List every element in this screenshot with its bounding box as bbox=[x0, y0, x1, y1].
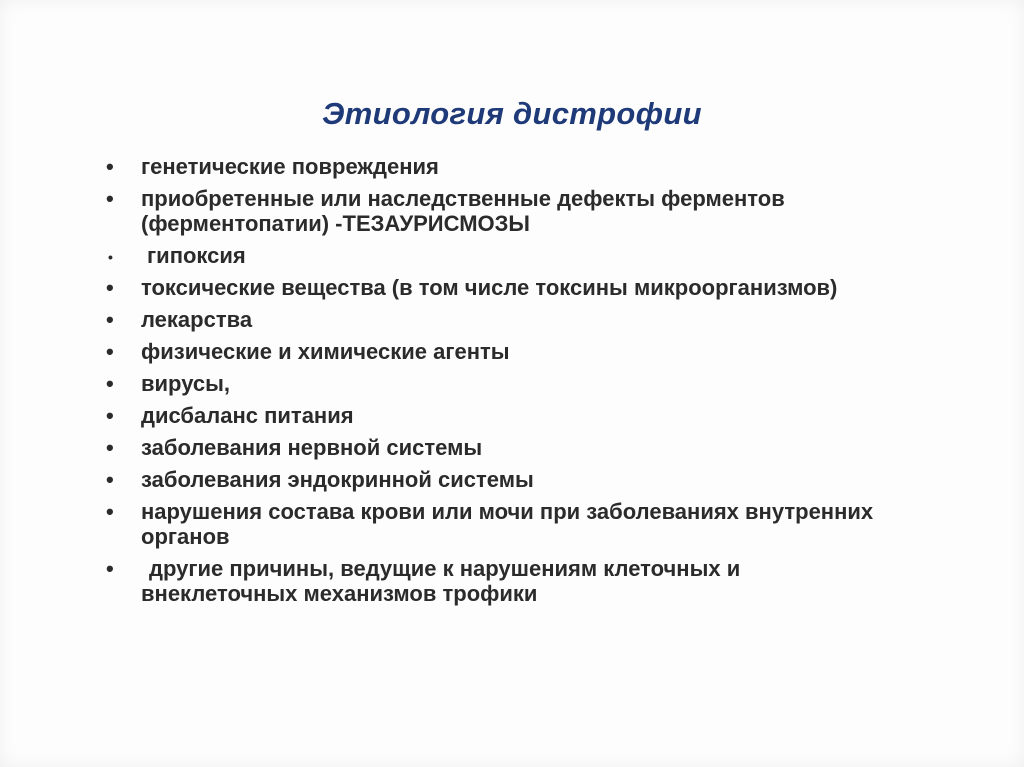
list-item-text: вирусы, bbox=[141, 371, 231, 396]
list-item bbox=[102, 556, 902, 606]
list-item-text: заболевания нервной системы bbox=[141, 435, 483, 460]
bullet-icon: • bbox=[106, 556, 114, 581]
list-item-text: лекарства bbox=[141, 307, 253, 332]
list-item-text: токсические вещества (в том числе токсины микроорганизмов) bbox=[141, 275, 838, 300]
list-item bbox=[102, 435, 902, 460]
bullet-icon: • bbox=[106, 435, 114, 460]
bullet-list bbox=[102, 154, 902, 613]
bullet-icon: • bbox=[106, 307, 114, 332]
list-item bbox=[102, 307, 902, 332]
list-item-text: гипоксия bbox=[147, 243, 246, 268]
list-item bbox=[102, 154, 902, 179]
list-item-text: заболевания эндокринной системы bbox=[141, 467, 534, 492]
list-item bbox=[102, 403, 902, 428]
bullet-icon: • bbox=[106, 154, 114, 179]
list-item-text: генетические повреждения bbox=[141, 154, 439, 179]
slide-title: Этиология дистрофии bbox=[322, 96, 702, 131]
list-item bbox=[102, 339, 902, 364]
bullet-icon: • bbox=[106, 339, 114, 364]
list-item-text: нарушения состава крови или мочи при заболеваниях внутренних органов bbox=[141, 499, 874, 549]
bullet-icon: • bbox=[106, 403, 114, 428]
list-item-text: другие причины, ведущие к нарушениям клеточных и внеклеточных механизмов трофики bbox=[141, 556, 741, 606]
bullet-icon: • bbox=[106, 275, 114, 300]
list-item bbox=[102, 467, 902, 492]
list-item-text: дисбаланс питания bbox=[141, 403, 354, 428]
bullet-icon: • bbox=[106, 186, 114, 211]
bullet-icon: • bbox=[108, 249, 113, 265]
bullet-icon: • bbox=[106, 371, 114, 396]
list-item bbox=[102, 275, 902, 300]
list-item bbox=[102, 371, 902, 396]
list-item bbox=[102, 243, 902, 268]
bullet-icon: • bbox=[106, 467, 114, 492]
list-item-text: приобретенные или наследственные дефекты ферментов (ферментопатии) -ТЕЗАУРИСМОЗЫ bbox=[141, 186, 785, 236]
list-item-text: физические и химические агенты bbox=[141, 339, 510, 364]
list-item bbox=[102, 499, 902, 549]
list-item bbox=[102, 186, 902, 236]
bullet-icon: • bbox=[106, 499, 114, 524]
